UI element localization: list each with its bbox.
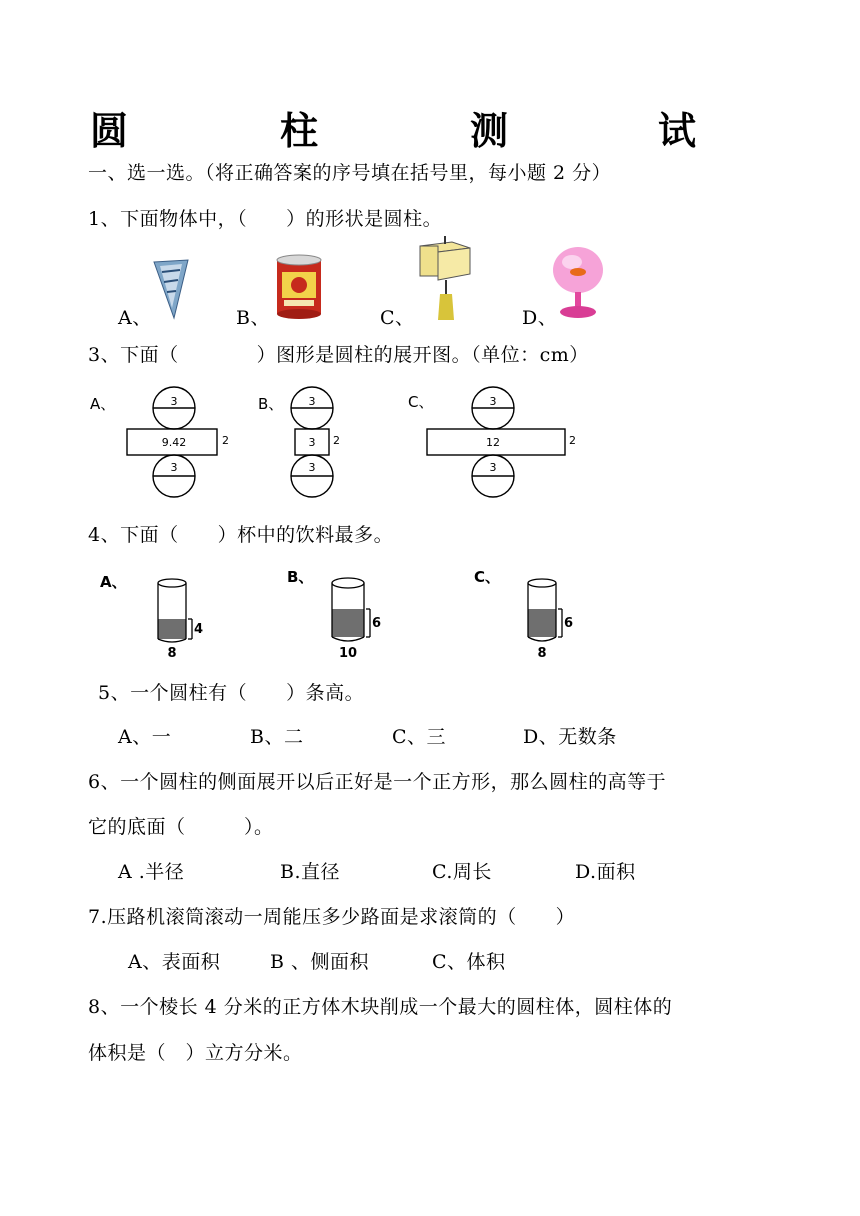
- cup-b: [332, 578, 370, 641]
- question-8-line-2: 体积是（ ）立方分米。: [88, 1042, 303, 1064]
- net-b-bottom-label: 3: [308, 461, 316, 474]
- q1-option-d: D、: [522, 307, 558, 329]
- q1-option-c: C、: [380, 307, 415, 329]
- title-char-3: 测: [470, 108, 509, 153]
- cup-c-height-label: 6: [564, 616, 574, 631]
- title-char-1: 圆: [90, 108, 129, 153]
- cone-object-icon: [152, 258, 190, 320]
- net-b-rect-label: 3: [308, 436, 316, 449]
- q6-option-d: D.面积: [575, 861, 636, 883]
- q5-option-a: A、一: [118, 726, 172, 748]
- question-1: 1、下面物体中，（ ）的形状是圆柱。: [88, 208, 443, 230]
- cup-a-height-label: 4: [194, 622, 204, 637]
- net-a-bottom-label: 3: [170, 461, 178, 474]
- section-heading: 一、选一选。（将正确答案的序号填在括号里，每小题 2 分）: [88, 162, 612, 184]
- q5-option-d: D、无数条: [523, 726, 617, 748]
- cup-a: [158, 579, 192, 642]
- cylinder-nets-figure: [100, 380, 600, 498]
- question-8-line-1: 8、一个棱长 4 分米的正方体木块削成一个最大的圆柱体，圆柱体的: [88, 996, 673, 1018]
- question-6-line-2: 它的底面（ ）。: [88, 816, 274, 838]
- title-char-2: 柱: [280, 108, 319, 153]
- cup-b-width-label: 10: [338, 646, 358, 661]
- q3-option-b: B、: [258, 395, 284, 413]
- q1-option-a: A、: [118, 307, 152, 329]
- q6-option-b: B.直径: [280, 861, 341, 883]
- q3-option-a: A、: [90, 395, 116, 413]
- q4-option-a: A、: [100, 573, 127, 591]
- q7-option-c: C、体积: [432, 951, 506, 973]
- cup-c: [528, 579, 562, 641]
- cups-figure: [150, 575, 600, 661]
- q5-option-b: B、二: [250, 726, 304, 748]
- net-c-bottom-label: 3: [489, 461, 497, 474]
- question-7: 7.压路机滚筒滚动一周能压多少路面是求滚筒的（ ）: [88, 906, 576, 928]
- q3-option-c: C、: [408, 393, 434, 411]
- net-c-top-label: 3: [489, 395, 497, 408]
- question-4: 4、下面（ ）杯中的饮料最多。: [88, 524, 394, 546]
- question-5: 5、一个圆柱有（ ）条高。: [98, 682, 365, 704]
- q6-option-c: C.周长: [432, 861, 492, 883]
- net-b-side-label: 2: [333, 434, 340, 447]
- cup-a-width-label: 8: [167, 646, 177, 661]
- net-c-rect-label: 12: [486, 436, 500, 449]
- net-b-top-label: 3: [308, 395, 316, 408]
- q7-option-b: B 、侧面积: [270, 951, 370, 973]
- title-char-4: 试: [658, 108, 697, 153]
- net-c-side-label: 2: [569, 434, 576, 447]
- q4-option-b: B、: [287, 568, 314, 586]
- question-3: 3、下面（ ）图形是圆柱的展开图。（单位：cm）: [88, 344, 589, 366]
- q6-option-a: A .半径: [118, 861, 185, 883]
- q7-option-a: A、表面积: [128, 951, 221, 973]
- q4-option-c: C、: [474, 568, 501, 586]
- question-6-line-1: 6、一个圆柱的侧面展开以后正好是一个正方形，那么圆柱的高等于: [88, 771, 667, 793]
- net-a-side-label: 2: [222, 434, 229, 447]
- lantern-icon: [416, 236, 474, 322]
- q1-option-b: B、: [236, 307, 270, 329]
- q5-option-c: C、三: [392, 726, 447, 748]
- tin-can-icon: [274, 254, 324, 320]
- cup-b-height-label: 6: [372, 616, 382, 631]
- lamp-icon: [550, 246, 606, 322]
- cup-c-width-label: 8: [537, 646, 547, 661]
- net-a-rect-label: 9.42: [161, 436, 187, 449]
- net-a-top-label: 3: [170, 395, 178, 408]
